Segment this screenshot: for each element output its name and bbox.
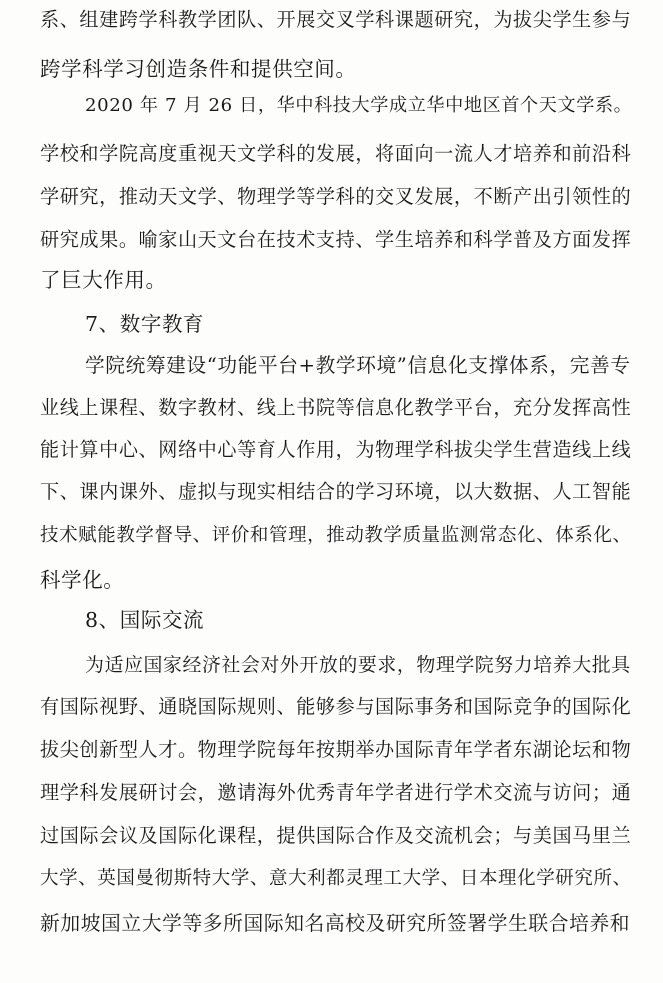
para-digital-line-5: 技术赋能教学督导、评价和管理，推动教学质量监测常态化、体系化、 [40,525,632,546]
para-international-line-2: 有国际视野、通晓国际规则、能够参与国际事务和国际竞争的国际化 [40,695,632,718]
para-continued-line-1: 系、组建跨学科教学团队、开展交叉学科课题研究，为拔尖学生参与 [40,8,632,31]
para-astronomy-line-4: 研究成果。喻家山天文台在技术支持、学生培养和科学普及方面发挥 [40,228,632,251]
para-astronomy-line-3: 学研究，推动天文学、物理学等学科的交叉发展，不断产出引领性的 [40,185,632,208]
para-digital-line-2: 业线上课程、数字教材、线上书院等信息化教学平台，充分发挥高性 [40,396,632,419]
section-heading-international-exchange: 8、国际交流 [85,608,205,632]
para-digital-line-1: 学院统筹建设“功能平台+教学环境”信息化支撑体系，完善专 [85,354,631,377]
para-astronomy-line-5: 了巨大作用。 [40,268,167,292]
para-astronomy-line-1: 2020 年 7 月 26 日，华中科技大学成立华中地区首个天文学系。 [85,95,633,116]
para-digital-line-3: 能计算中心、网络中心等育人作用，为物理学科拔尖学生营造线上线 [40,438,632,461]
para-international-line-6: 大学、英国曼彻斯特大学、意大利都灵理工大学、日本理化学研究所、 [40,868,632,889]
para-international-line-1: 为适应国家经济社会对外开放的要求，物理学院努力培养大批具 [85,654,631,676]
para-digital-line-6: 科学化。 [40,568,125,592]
section-heading-digital-education: 7、数字教育 [85,312,205,336]
para-international-line-4: 理学科发展研讨会，邀请海外优秀青年学者进行学术交流与访问；通 [40,781,632,804]
para-continued-line-2: 跨学科学习创造条件和提供空间。 [40,57,357,81]
para-international-line-5: 过国际会议及国际化课程，提供国际合作及交流机会；与美国马里兰 [40,824,632,847]
para-astronomy-line-2: 学校和学院高度重视天文学科的发展，将面向一流人才培养和前沿科 [40,142,632,165]
para-digital-line-4: 下、课内课外、虚拟与现实相结合的学习环境，以大数据、人工智能 [40,480,632,503]
para-international-line-7: 新加坡国立大学等多所国际知名高校及研究所签署学生联合培养和 [40,912,631,935]
para-international-line-3: 拔尖创新型人才。物理学院每年按期举办国际青年学者东湖论坛和物 [40,738,632,761]
